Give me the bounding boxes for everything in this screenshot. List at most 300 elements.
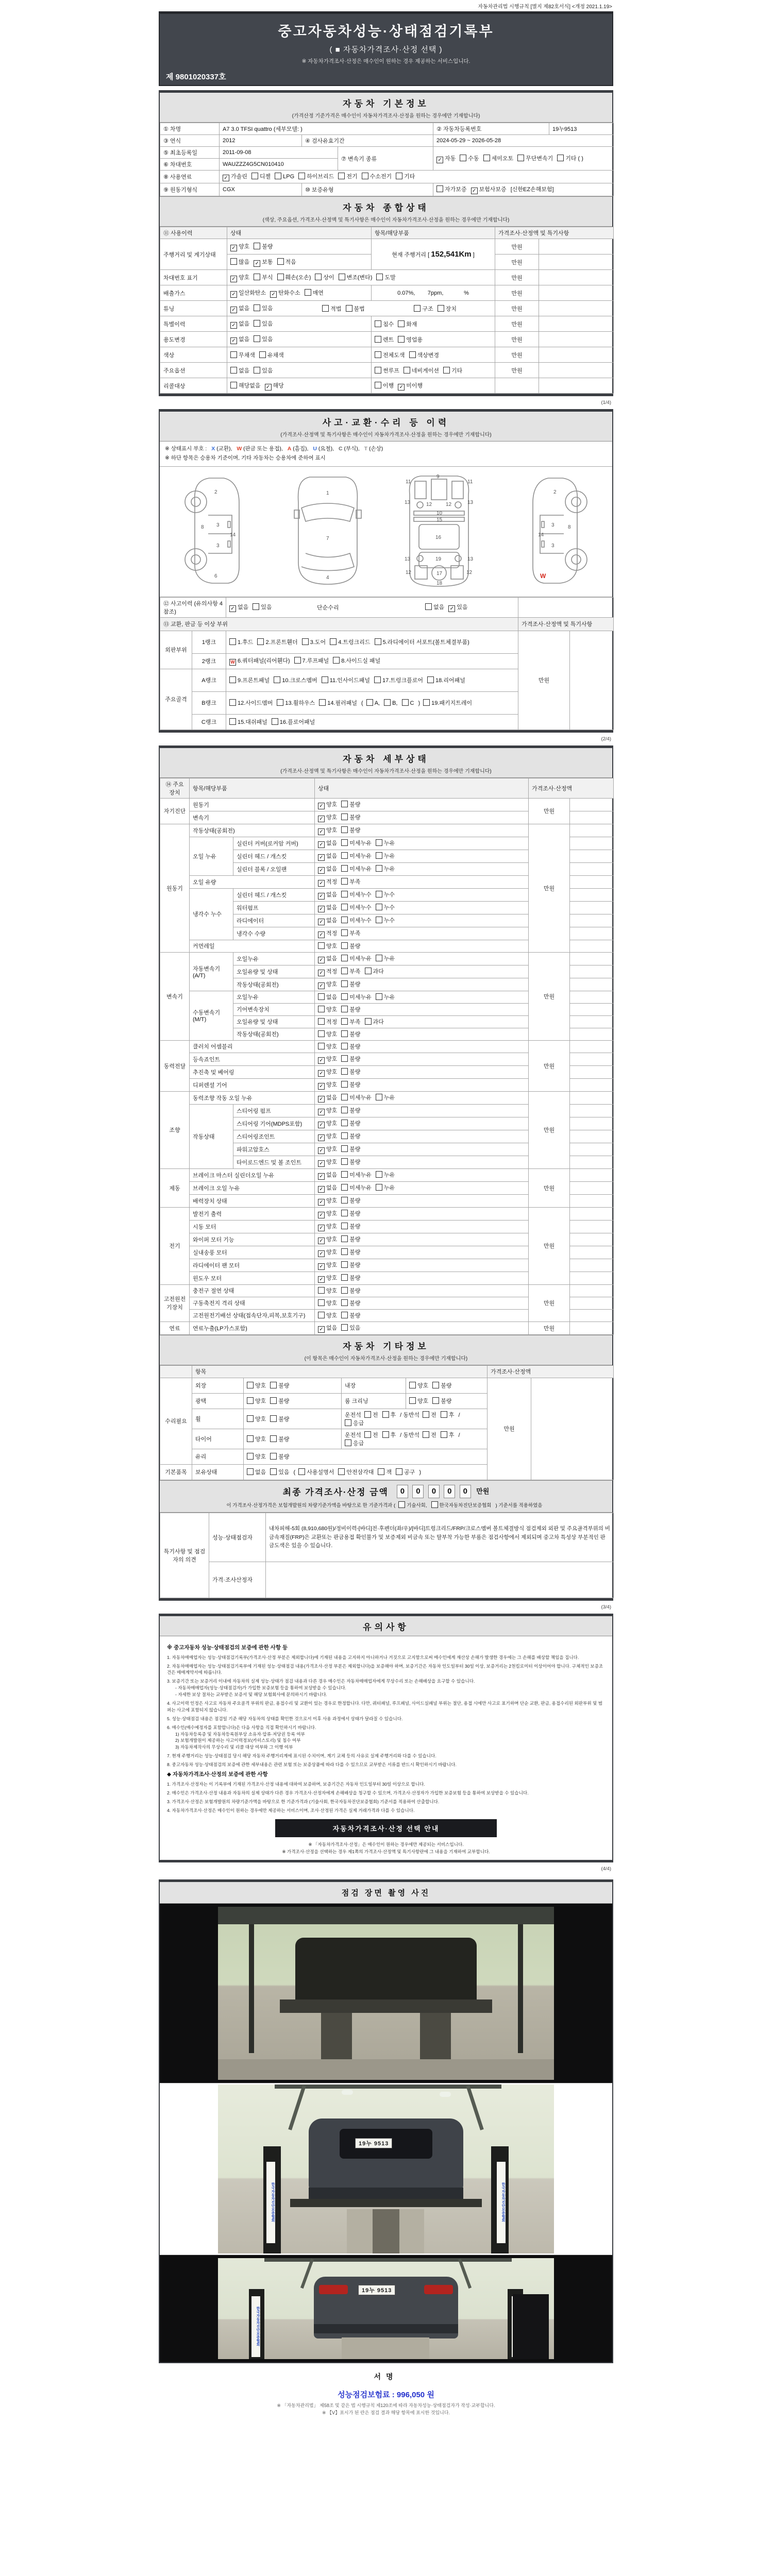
option[interactable] bbox=[376, 1171, 395, 1179]
checkbox-checked[interactable]: ✓ bbox=[318, 1276, 325, 1283]
checkbox-unchecked[interactable] bbox=[247, 1453, 254, 1460]
checkbox-unchecked[interactable] bbox=[425, 603, 432, 610]
checkbox-unchecked[interactable] bbox=[402, 699, 409, 706]
option[interactable] bbox=[223, 172, 247, 181]
checkbox-unchecked[interactable] bbox=[230, 258, 237, 265]
checkbox-unchecked[interactable] bbox=[376, 865, 382, 872]
option[interactable] bbox=[396, 172, 415, 180]
option[interactable] bbox=[374, 676, 423, 684]
checkbox-unchecked[interactable] bbox=[341, 1132, 348, 1139]
checkbox-unchecked[interactable] bbox=[364, 1411, 371, 1418]
checkbox-unchecked[interactable] bbox=[376, 1184, 382, 1191]
checkbox-unchecked[interactable] bbox=[318, 1030, 325, 1037]
option[interactable] bbox=[270, 1468, 289, 1476]
option[interactable] bbox=[322, 676, 370, 684]
option[interactable] bbox=[341, 852, 372, 860]
option[interactable] bbox=[341, 865, 372, 873]
option[interactable] bbox=[341, 1183, 372, 1192]
option[interactable] bbox=[341, 1132, 360, 1140]
option[interactable] bbox=[230, 242, 249, 251]
damage-code-box[interactable]: W bbox=[229, 659, 236, 666]
option[interactable] bbox=[318, 1196, 337, 1206]
option[interactable] bbox=[230, 304, 249, 313]
checkbox-unchecked[interactable] bbox=[229, 676, 236, 683]
checkbox-unchecked[interactable] bbox=[374, 676, 381, 683]
checkbox-unchecked[interactable] bbox=[362, 173, 368, 179]
option[interactable] bbox=[318, 826, 337, 835]
option[interactable] bbox=[318, 1106, 337, 1115]
checkbox-unchecked[interactable] bbox=[341, 1081, 348, 1088]
option[interactable] bbox=[318, 929, 337, 938]
checkbox-unchecked[interactable] bbox=[298, 1468, 305, 1475]
checkbox-unchecked[interactable] bbox=[376, 993, 382, 1000]
checkbox-unchecked[interactable] bbox=[341, 1184, 348, 1191]
option[interactable] bbox=[341, 1042, 360, 1050]
checkbox-unchecked[interactable] bbox=[341, 1043, 348, 1049]
checkbox-unchecked[interactable] bbox=[341, 1312, 348, 1318]
option[interactable] bbox=[376, 1093, 395, 1101]
option[interactable] bbox=[341, 929, 360, 937]
option[interactable] bbox=[318, 1222, 337, 1231]
checkbox-checked[interactable]: ✓ bbox=[318, 1134, 325, 1141]
option[interactable] bbox=[460, 154, 479, 162]
option[interactable] bbox=[305, 289, 324, 297]
option[interactable] bbox=[254, 304, 273, 312]
checkbox-unchecked[interactable] bbox=[366, 699, 373, 706]
checkbox-checked[interactable]: ✓ bbox=[318, 867, 325, 874]
option[interactable] bbox=[229, 603, 248, 612]
option[interactable] bbox=[254, 258, 273, 267]
checkbox-unchecked[interactable] bbox=[414, 305, 421, 312]
checkbox-checked[interactable]: ✓ bbox=[318, 1147, 325, 1154]
option[interactable] bbox=[341, 1311, 360, 1319]
checkbox-unchecked[interactable] bbox=[365, 968, 372, 974]
option[interactable] bbox=[404, 366, 439, 375]
checkbox-unchecked[interactable] bbox=[270, 1435, 277, 1442]
option[interactable] bbox=[277, 273, 311, 281]
option[interactable] bbox=[318, 1209, 337, 1218]
checkbox-checked[interactable]: ✓ bbox=[229, 605, 236, 612]
checkbox-checked[interactable]: ✓ bbox=[318, 1212, 325, 1218]
option[interactable] bbox=[247, 1452, 266, 1461]
option[interactable] bbox=[318, 800, 337, 809]
option[interactable] bbox=[341, 839, 372, 847]
option[interactable] bbox=[364, 1411, 378, 1419]
option[interactable] bbox=[259, 351, 284, 359]
checkbox-checked[interactable]: ✓ bbox=[318, 957, 325, 963]
checkbox-unchecked[interactable] bbox=[230, 382, 237, 388]
checkbox-unchecked[interactable] bbox=[341, 1030, 348, 1037]
option[interactable] bbox=[298, 1468, 334, 1476]
option[interactable] bbox=[254, 366, 273, 375]
checkbox-unchecked[interactable] bbox=[254, 367, 260, 374]
option[interactable] bbox=[432, 1397, 451, 1405]
checkbox-unchecked[interactable] bbox=[341, 878, 348, 885]
option[interactable] bbox=[338, 1468, 374, 1476]
option[interactable] bbox=[318, 954, 337, 963]
option[interactable] bbox=[230, 366, 249, 375]
checkbox-unchecked[interactable] bbox=[341, 929, 348, 936]
checkbox-unchecked[interactable] bbox=[339, 274, 345, 280]
checkbox-unchecked[interactable] bbox=[230, 367, 237, 374]
checkbox-unchecked[interactable] bbox=[376, 891, 382, 897]
option[interactable] bbox=[341, 1171, 372, 1179]
option[interactable] bbox=[318, 1018, 337, 1026]
checkbox-unchecked[interactable] bbox=[247, 1397, 254, 1404]
option[interactable] bbox=[318, 852, 337, 861]
checkbox-checked[interactable]: ✓ bbox=[318, 906, 325, 912]
checkbox-unchecked[interactable] bbox=[341, 1171, 348, 1178]
checkbox-checked[interactable]: ✓ bbox=[318, 1160, 325, 1167]
option[interactable] bbox=[230, 289, 266, 298]
checkbox-unchecked[interactable] bbox=[375, 367, 381, 374]
option[interactable] bbox=[318, 1158, 337, 1167]
option[interactable] bbox=[272, 718, 315, 726]
option[interactable] bbox=[270, 1397, 289, 1405]
checkbox-unchecked[interactable] bbox=[270, 1382, 277, 1388]
option[interactable] bbox=[345, 1439, 364, 1447]
option[interactable] bbox=[341, 967, 360, 975]
checkbox-unchecked[interactable] bbox=[436, 185, 443, 192]
checkbox-unchecked[interactable] bbox=[341, 968, 348, 974]
option[interactable] bbox=[483, 154, 514, 162]
checkbox-unchecked[interactable] bbox=[229, 699, 236, 706]
option[interactable] bbox=[396, 1468, 415, 1476]
option[interactable] bbox=[448, 603, 467, 612]
option[interactable] bbox=[247, 1415, 266, 1423]
checkbox-unchecked[interactable] bbox=[322, 676, 328, 683]
option[interactable] bbox=[341, 813, 360, 821]
option[interactable] bbox=[346, 304, 365, 313]
checkbox-unchecked[interactable] bbox=[341, 1120, 348, 1126]
checkbox-unchecked[interactable] bbox=[378, 1468, 384, 1475]
option[interactable] bbox=[341, 1145, 360, 1153]
option[interactable] bbox=[341, 1080, 360, 1089]
option[interactable] bbox=[398, 320, 417, 328]
option[interactable] bbox=[270, 1435, 289, 1443]
option[interactable] bbox=[375, 381, 394, 389]
option[interactable] bbox=[398, 335, 423, 344]
option[interactable] bbox=[438, 304, 457, 313]
option[interactable] bbox=[338, 172, 357, 180]
checkbox-checked[interactable]: ✓ bbox=[318, 1173, 325, 1180]
checkbox-checked[interactable]: ✓ bbox=[318, 1263, 325, 1270]
checkbox-unchecked[interactable] bbox=[318, 1043, 325, 1049]
checkbox-unchecked[interactable] bbox=[253, 603, 259, 610]
option[interactable] bbox=[376, 954, 395, 962]
option[interactable] bbox=[375, 320, 394, 328]
checkbox-unchecked[interactable] bbox=[330, 638, 337, 645]
option[interactable] bbox=[376, 273, 395, 281]
checkbox-unchecked[interactable] bbox=[375, 320, 381, 327]
option[interactable] bbox=[318, 916, 337, 925]
option[interactable] bbox=[270, 289, 300, 298]
option[interactable] bbox=[318, 1055, 337, 1064]
option[interactable] bbox=[414, 304, 433, 313]
checkbox-checked[interactable]: ✓ bbox=[265, 384, 272, 391]
option[interactable] bbox=[398, 1501, 427, 1509]
checkbox-unchecked[interactable] bbox=[318, 1287, 325, 1294]
option[interactable] bbox=[318, 865, 337, 874]
option[interactable] bbox=[432, 1381, 451, 1389]
checkbox-unchecked[interactable] bbox=[409, 1382, 416, 1388]
option[interactable] bbox=[441, 1411, 455, 1419]
checkbox-unchecked[interactable] bbox=[294, 657, 301, 664]
option[interactable] bbox=[229, 656, 290, 666]
option[interactable] bbox=[277, 258, 296, 266]
option[interactable] bbox=[230, 335, 249, 344]
option[interactable] bbox=[409, 1397, 428, 1405]
checkbox-unchecked[interactable] bbox=[409, 1397, 416, 1404]
checkbox-checked[interactable]: ✓ bbox=[230, 322, 237, 329]
checkbox-unchecked[interactable] bbox=[230, 351, 237, 358]
checkbox-unchecked[interactable] bbox=[341, 1094, 348, 1100]
checkbox-unchecked[interactable] bbox=[432, 1397, 439, 1404]
checkbox-checked[interactable]: ✓ bbox=[223, 175, 229, 181]
option[interactable] bbox=[229, 718, 267, 726]
option[interactable] bbox=[247, 1381, 266, 1389]
checkbox-unchecked[interactable] bbox=[257, 638, 264, 645]
option[interactable] bbox=[318, 1235, 337, 1244]
option[interactable] bbox=[341, 942, 360, 950]
checkbox-unchecked[interactable] bbox=[341, 1223, 348, 1229]
checkbox-unchecked[interactable] bbox=[341, 917, 348, 923]
checkbox-unchecked[interactable] bbox=[431, 1501, 438, 1508]
checkbox-unchecked[interactable] bbox=[341, 1068, 348, 1075]
option[interactable] bbox=[378, 1468, 392, 1476]
checkbox-checked[interactable]: ✓ bbox=[254, 260, 260, 267]
checkbox-unchecked[interactable] bbox=[341, 1018, 348, 1025]
checkbox-unchecked[interactable] bbox=[254, 304, 260, 311]
checkbox-checked[interactable]: ✓ bbox=[318, 828, 325, 835]
checkbox-unchecked[interactable] bbox=[247, 1435, 254, 1442]
checkbox-unchecked[interactable] bbox=[254, 274, 260, 280]
option[interactable] bbox=[254, 335, 273, 343]
option[interactable] bbox=[318, 813, 337, 822]
checkbox-checked[interactable]: ✓ bbox=[318, 1083, 325, 1090]
checkbox-unchecked[interactable] bbox=[341, 993, 348, 1000]
checkbox-unchecked[interactable] bbox=[341, 1235, 348, 1242]
checkbox-unchecked[interactable] bbox=[319, 699, 326, 706]
checkbox-unchecked[interactable] bbox=[341, 801, 348, 807]
checkbox-unchecked[interactable] bbox=[423, 1431, 429, 1438]
option[interactable] bbox=[341, 993, 372, 1001]
option[interactable] bbox=[254, 273, 273, 281]
checkbox-unchecked[interactable] bbox=[254, 243, 260, 249]
checkbox-unchecked[interactable] bbox=[333, 657, 340, 664]
option[interactable] bbox=[376, 903, 395, 911]
checkbox-unchecked[interactable] bbox=[441, 1411, 447, 1418]
option[interactable] bbox=[341, 1030, 360, 1038]
option[interactable] bbox=[253, 603, 272, 611]
option[interactable] bbox=[254, 319, 273, 328]
checkbox-checked[interactable]: ✓ bbox=[230, 307, 237, 313]
checkbox-unchecked[interactable] bbox=[341, 839, 348, 846]
option[interactable] bbox=[375, 335, 394, 344]
option[interactable] bbox=[341, 1106, 360, 1114]
checkbox-checked[interactable]: ✓ bbox=[318, 1250, 325, 1257]
option[interactable] bbox=[270, 1381, 289, 1389]
checkbox-checked[interactable]: ✓ bbox=[398, 384, 405, 391]
option[interactable] bbox=[270, 1415, 289, 1423]
option[interactable] bbox=[318, 1132, 337, 1141]
checkbox-unchecked[interactable] bbox=[302, 638, 309, 645]
checkbox-unchecked[interactable] bbox=[247, 1415, 254, 1422]
option[interactable] bbox=[341, 1005, 360, 1013]
option[interactable] bbox=[409, 1381, 428, 1389]
checkbox-unchecked[interactable] bbox=[384, 699, 391, 706]
option[interactable] bbox=[376, 839, 395, 847]
checkbox-checked[interactable]: ✓ bbox=[318, 1122, 325, 1128]
option[interactable] bbox=[229, 638, 253, 646]
option[interactable] bbox=[339, 273, 373, 281]
option[interactable] bbox=[318, 1171, 337, 1180]
option[interactable] bbox=[318, 967, 337, 976]
option[interactable] bbox=[517, 154, 553, 162]
option[interactable] bbox=[277, 699, 315, 707]
checkbox-unchecked[interactable] bbox=[318, 1312, 325, 1318]
checkbox-unchecked[interactable] bbox=[376, 1171, 382, 1178]
checkbox-unchecked[interactable] bbox=[438, 305, 444, 312]
checkbox-checked[interactable]: ✓ bbox=[318, 1199, 325, 1206]
checkbox-unchecked[interactable] bbox=[376, 955, 382, 961]
option[interactable] bbox=[341, 1274, 360, 1282]
option[interactable] bbox=[318, 890, 337, 900]
checkbox-checked[interactable]: ✓ bbox=[318, 1225, 325, 1231]
option[interactable] bbox=[275, 173, 294, 180]
checkbox-unchecked[interactable] bbox=[375, 336, 381, 343]
checkbox-unchecked[interactable] bbox=[305, 289, 311, 296]
checkbox-unchecked[interactable] bbox=[341, 814, 348, 820]
option[interactable] bbox=[341, 1286, 360, 1295]
checkbox-checked[interactable]: ✓ bbox=[230, 337, 237, 344]
option[interactable] bbox=[318, 1261, 337, 1270]
option[interactable] bbox=[341, 1235, 360, 1243]
option[interactable] bbox=[376, 865, 395, 873]
option[interactable] bbox=[341, 800, 360, 808]
checkbox-unchecked[interactable] bbox=[341, 1210, 348, 1216]
option[interactable] bbox=[274, 676, 317, 684]
checkbox-unchecked[interactable] bbox=[341, 1261, 348, 1268]
checkbox-unchecked[interactable] bbox=[338, 173, 345, 179]
option[interactable] bbox=[319, 699, 357, 707]
checkbox-checked[interactable]: ✓ bbox=[318, 970, 325, 976]
option[interactable] bbox=[318, 1183, 337, 1193]
option[interactable] bbox=[384, 699, 397, 706]
option[interactable] bbox=[229, 676, 270, 684]
checkbox-unchecked[interactable] bbox=[254, 335, 260, 342]
checkbox-unchecked[interactable] bbox=[322, 305, 329, 312]
option[interactable] bbox=[315, 273, 334, 281]
checkbox-unchecked[interactable] bbox=[338, 1468, 345, 1475]
checkbox-unchecked[interactable] bbox=[517, 155, 524, 161]
checkbox-unchecked[interactable] bbox=[270, 1397, 277, 1404]
checkbox-unchecked[interactable] bbox=[277, 258, 284, 265]
checkbox-unchecked[interactable] bbox=[298, 173, 305, 179]
option[interactable] bbox=[375, 638, 469, 646]
checkbox-unchecked[interactable] bbox=[318, 942, 325, 949]
option[interactable] bbox=[247, 1435, 266, 1443]
option[interactable] bbox=[345, 1419, 364, 1427]
option[interactable] bbox=[341, 903, 372, 911]
option[interactable] bbox=[376, 852, 395, 860]
checkbox-unchecked[interactable] bbox=[341, 891, 348, 897]
checkbox-checked[interactable]: ✓ bbox=[436, 157, 443, 163]
option[interactable] bbox=[398, 381, 423, 391]
checkbox-unchecked[interactable] bbox=[345, 1419, 351, 1426]
checkbox-checked[interactable]: ✓ bbox=[318, 1096, 325, 1103]
option[interactable] bbox=[443, 366, 462, 375]
checkbox-checked[interactable]: ✓ bbox=[318, 803, 325, 809]
checkbox-unchecked[interactable] bbox=[376, 274, 383, 280]
checkbox-unchecked[interactable] bbox=[318, 993, 325, 1000]
option[interactable] bbox=[341, 1018, 360, 1026]
checkbox-unchecked[interactable] bbox=[270, 1453, 277, 1460]
checkbox-unchecked[interactable] bbox=[382, 1431, 389, 1438]
option[interactable] bbox=[229, 699, 273, 707]
option[interactable] bbox=[318, 1145, 337, 1154]
option[interactable] bbox=[341, 1222, 360, 1230]
checkbox-unchecked[interactable] bbox=[254, 320, 260, 327]
option[interactable] bbox=[471, 185, 507, 194]
checkbox-unchecked[interactable] bbox=[341, 852, 348, 859]
checkbox-unchecked[interactable] bbox=[318, 1006, 325, 1012]
checkbox-checked[interactable]: ✓ bbox=[230, 276, 237, 282]
option[interactable] bbox=[341, 980, 360, 988]
checkbox-checked[interactable]: ✓ bbox=[318, 919, 325, 925]
checkbox-unchecked[interactable] bbox=[341, 1145, 348, 1152]
checkbox-unchecked[interactable] bbox=[398, 320, 405, 327]
checkbox-unchecked[interactable] bbox=[432, 1382, 439, 1388]
checkbox-checked[interactable]: ✓ bbox=[318, 1057, 325, 1064]
checkbox-unchecked[interactable] bbox=[398, 1501, 405, 1508]
option[interactable] bbox=[427, 676, 465, 684]
checkbox-unchecked[interactable] bbox=[376, 917, 382, 923]
checkbox-unchecked[interactable] bbox=[277, 699, 283, 706]
checkbox-unchecked[interactable] bbox=[460, 155, 466, 161]
checkbox-checked[interactable]: ✓ bbox=[318, 880, 325, 887]
option[interactable] bbox=[230, 273, 249, 282]
option[interactable] bbox=[365, 1018, 384, 1026]
checkbox-unchecked[interactable] bbox=[341, 865, 348, 872]
checkbox-checked[interactable]: ✓ bbox=[318, 1109, 325, 1115]
checkbox-checked[interactable]: ✓ bbox=[318, 931, 325, 938]
option[interactable] bbox=[362, 172, 392, 180]
option[interactable] bbox=[376, 916, 395, 924]
option[interactable] bbox=[341, 877, 360, 886]
checkbox-unchecked[interactable] bbox=[341, 1197, 348, 1204]
option[interactable] bbox=[318, 1067, 337, 1077]
checkbox-unchecked[interactable] bbox=[423, 1411, 429, 1418]
option[interactable] bbox=[425, 603, 444, 611]
checkbox-unchecked[interactable] bbox=[404, 367, 410, 374]
option[interactable] bbox=[330, 638, 370, 646]
option[interactable] bbox=[318, 1030, 337, 1038]
option[interactable] bbox=[318, 1311, 337, 1319]
option[interactable] bbox=[341, 1261, 360, 1269]
checkbox-unchecked[interactable] bbox=[341, 1287, 348, 1294]
option[interactable] bbox=[254, 242, 273, 250]
option[interactable] bbox=[341, 826, 360, 834]
option[interactable] bbox=[365, 967, 384, 975]
checkbox-unchecked[interactable] bbox=[341, 1299, 348, 1306]
option[interactable] bbox=[382, 1431, 396, 1439]
checkbox-unchecked[interactable] bbox=[341, 1006, 348, 1012]
option[interactable] bbox=[318, 980, 337, 989]
checkbox-unchecked[interactable] bbox=[341, 942, 348, 949]
option[interactable] bbox=[318, 903, 337, 912]
checkbox-unchecked[interactable] bbox=[341, 1055, 348, 1062]
